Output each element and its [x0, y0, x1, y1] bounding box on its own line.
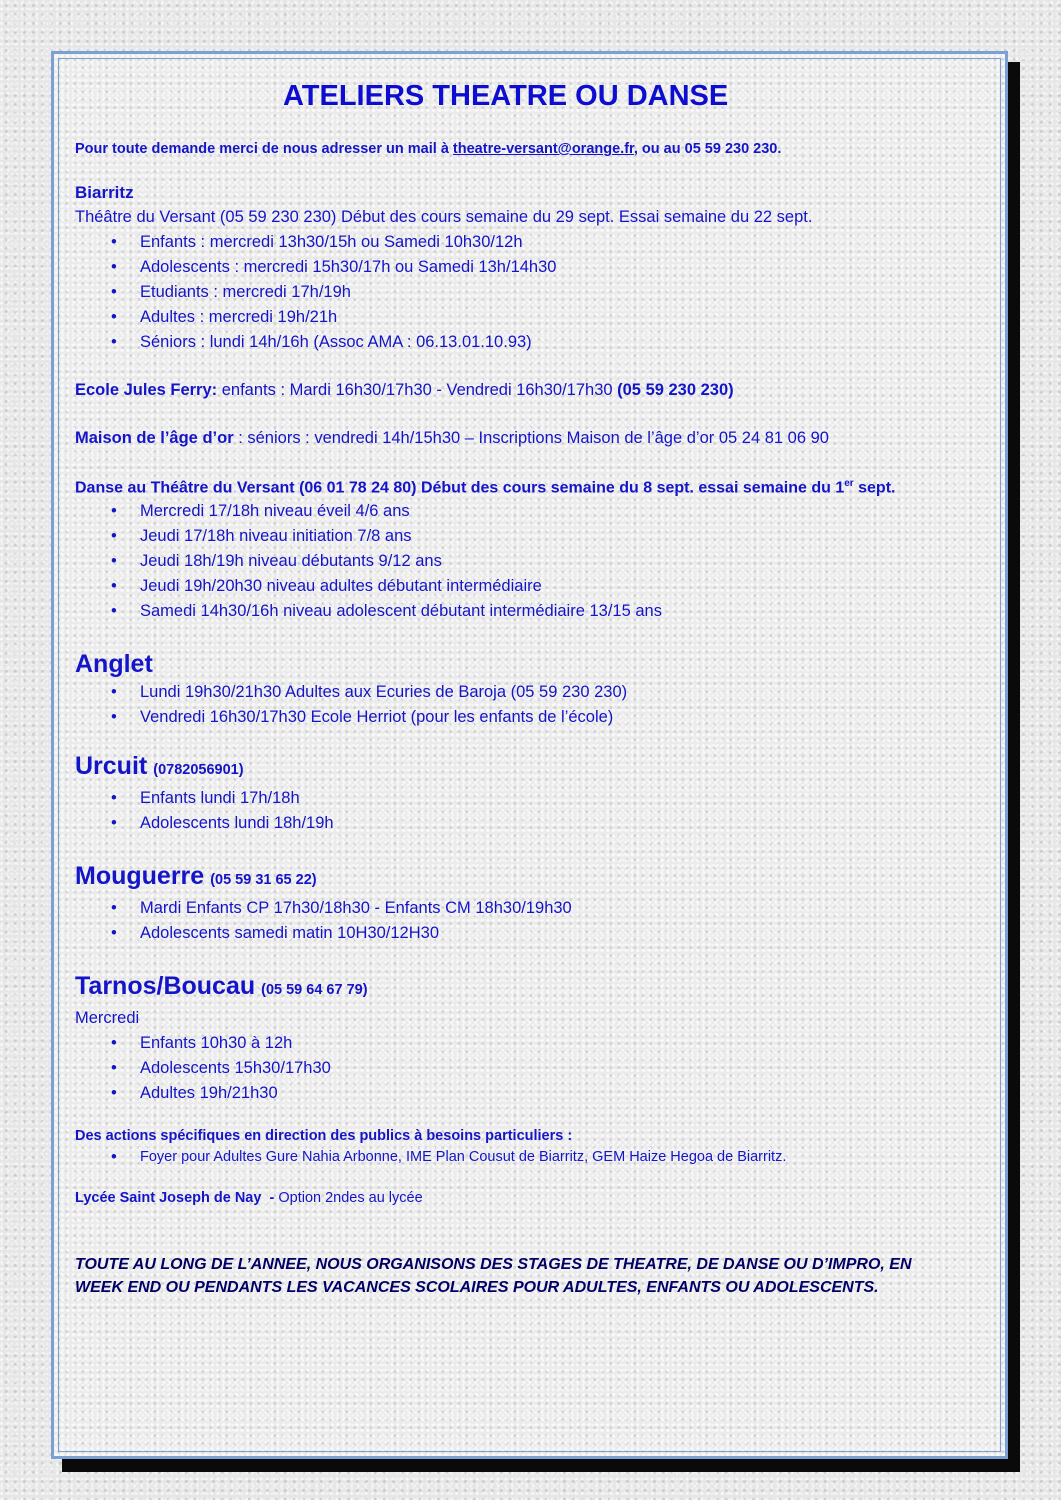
list-item — [75, 896, 975, 921]
bullet-icon: • — [111, 814, 117, 833]
list-item — [75, 921, 975, 946]
anglet-list — [75, 680, 975, 730]
urcuit-heading — [75, 750, 975, 786]
bullet-icon: • — [111, 602, 117, 621]
contact-prefix: Pour toute demande merci de nous adresser un mail à — [75, 141, 453, 157]
tarnos-heading — [75, 970, 975, 1006]
list-item — [75, 680, 975, 705]
list-item — [75, 786, 975, 811]
biarritz-heading: Biarritz — [75, 183, 134, 202]
list-item — [75, 574, 975, 599]
contact-suffix: , ou au 05 59 230 230. — [633, 141, 782, 157]
list-item — [75, 499, 975, 524]
bullet-icon: • — [111, 552, 117, 571]
list-item-text: Jeudi 19h/20h30 niveau adultes débutant intermédiaire — [140, 577, 542, 596]
ecole-label: Ecole Jules Ferry: — [75, 381, 218, 399]
maison-text: : séniors : vendredi 14h/15h30 – Inscriptions Maison de l’âge d’or 05 24 81 06 90 — [233, 429, 829, 447]
list-item-text: Adultes : mercredi 19h/21h — [140, 308, 338, 326]
bullet-icon: • — [111, 1084, 117, 1103]
bullet-icon: • — [111, 899, 117, 918]
lycee-label: Lycée Saint Joseph de Nay — [75, 1190, 262, 1207]
lycee-dash: - — [261, 1190, 279, 1207]
bullet-icon: • — [111, 789, 117, 808]
list-item-text: Foyer pour Adultes Gure Nahia Arbonne, IME Plan Cousut de Biarritz, GEM Haize Hegoa de Biarritz. — [140, 1149, 787, 1166]
bullet-icon: • — [111, 683, 117, 702]
mouguerre-heading — [75, 860, 975, 896]
bullet-icon: • — [111, 258, 117, 276]
bullet-icon: • — [111, 333, 117, 351]
mouguerre-heading-text: Mouguerre — [75, 862, 205, 891]
list-item — [75, 1056, 975, 1081]
list-item — [75, 524, 975, 549]
list-item-text: Enfants lundi 17h/18h — [140, 789, 300, 808]
list-item-text: Etudiants : mercredi 17h/19h — [140, 283, 351, 301]
list-item-text: Adolescents samedi matin 10H30/12H30 — [140, 924, 440, 943]
tarnos-day: Mercredi — [75, 1009, 140, 1028]
danse-heading-text: Danse au Théâtre du Versant (06 01 78 24 80) Début des cours semaine du 8 sept. essai semaine du 1 — [75, 479, 845, 497]
email-link[interactable]: theatre-versant@orange.fr — [452, 141, 634, 157]
page-title: ATELIERS THEATRE OU DANSE — [283, 80, 729, 112]
list-item-text: Samedi 14h30/16h niveau adolescent débutant intermédiaire 13/15 ans — [140, 602, 662, 621]
list-item-text: Adultes 19h/21h30 — [140, 1084, 278, 1103]
list-item — [75, 811, 975, 836]
bullet-icon: • — [111, 283, 117, 301]
list-item-text: Jeudi 18h/19h niveau débutants 9/12 ans — [140, 552, 442, 571]
tarnos-list — [75, 1031, 975, 1106]
list-item-text: Séniors : lundi 14h/16h (Assoc AMA : 06.13.01.10.93) — [140, 333, 532, 351]
list-item-text: Adolescents : mercredi 15h30/17h ou Samedi 13h/14h30 — [140, 258, 557, 276]
lycee-text: Option 2ndes au lycée — [278, 1190, 423, 1207]
maison-label: Maison de l’âge d’or — [75, 429, 234, 447]
urcuit-list — [75, 786, 975, 836]
list-item — [75, 330, 975, 355]
list-item-text: Mercredi 17/18h niveau éveil 4/6 ans — [140, 502, 410, 521]
list-item-text: Adolescents lundi 18h/19h — [140, 814, 334, 833]
ecole-text: enfants : Mardi 16h30/17h30 - Vendredi 16h30/17h30 — [217, 381, 618, 399]
list-item — [75, 1146, 975, 1168]
actions-list — [75, 1146, 975, 1168]
bullet-icon: • — [111, 502, 117, 521]
urcuit-phone: (0782056901) — [153, 762, 244, 779]
list-item-text: Jeudi 17/18h niveau initiation 7/8 ans — [140, 527, 412, 546]
ecole-phone: (05 59 230 230) — [617, 381, 734, 399]
list-item-text: Adolescents 15h30/17h30 — [140, 1059, 331, 1078]
list-item — [75, 280, 975, 305]
maison-line — [75, 426, 975, 451]
urcuit-heading-text: Urcuit — [75, 752, 148, 781]
list-item — [75, 599, 975, 624]
danse-heading — [75, 473, 975, 499]
lycee-line — [75, 1188, 975, 1208]
ecole-line — [75, 378, 975, 403]
bullet-icon: • — [111, 577, 117, 596]
mouguerre-phone: (05 59 31 65 22) — [210, 872, 317, 889]
list-item-text: Mardi Enfants CP 17h30/18h30 - Enfants CM 18h30/19h30 — [140, 899, 572, 918]
biarritz-list — [75, 230, 975, 355]
list-item — [75, 305, 975, 330]
mouguerre-list — [75, 896, 975, 946]
bullet-icon: • — [111, 233, 117, 251]
anglet-heading-text: Anglet — [75, 650, 153, 679]
footer-note: TOUTE AU LONG DE L’ANNEE, NOUS ORGANISONS DES STAGES DE THEATRE, DE DANSE OU D’IMPRO, EN WEEK END OU PENDANTS LES VACANCES SCOLAIRES POUR ADULTES, ENFANTS OU ADOLESCENTS. — [75, 1256, 912, 1297]
bullet-icon: • — [111, 708, 117, 727]
tarnos-phone: (05 59 64 67 79) — [261, 982, 368, 999]
document-content — [75, 70, 975, 1299]
biarritz-intro: Théâtre du Versant (05 59 230 230) Début des cours semaine du 29 sept. Essai semaine du 22 sept. — [75, 208, 813, 226]
danse-heading-end: sept. — [853, 479, 896, 497]
bullet-icon: • — [111, 1034, 117, 1053]
bullet-icon: • — [111, 527, 117, 546]
bullet-icon: • — [111, 1059, 117, 1078]
bullet-icon: • — [111, 924, 117, 943]
list-item — [75, 1081, 975, 1106]
danse-list — [75, 499, 975, 624]
danse-heading-sup: er — [844, 478, 854, 489]
list-item-text: Vendredi 16h30/17h30 Ecole Herriot (pour les enfants de l’école) — [140, 708, 614, 727]
contact-line — [75, 139, 975, 159]
bullet-icon: • — [111, 308, 117, 326]
list-item — [75, 1031, 975, 1056]
actions-heading: Des actions spécifiques en direction des publics à besoins particuliers : — [75, 1128, 573, 1145]
list-item-text: Enfants : mercredi 13h30/15h ou Samedi 10h30/12h — [140, 233, 523, 251]
list-item — [75, 549, 975, 574]
list-item — [75, 230, 975, 255]
anglet-heading — [75, 648, 975, 680]
tarnos-heading-text: Tarnos/Boucau — [75, 972, 256, 1001]
bullet-icon: • — [111, 1148, 117, 1167]
list-item — [75, 255, 975, 280]
list-item-text: Lundi 19h30/21h30 Adultes aux Ecuries de Baroja (05 59 230 230) — [140, 683, 628, 702]
list-item-text: Enfants 10h30 à 12h — [140, 1034, 293, 1053]
list-item — [75, 705, 975, 730]
